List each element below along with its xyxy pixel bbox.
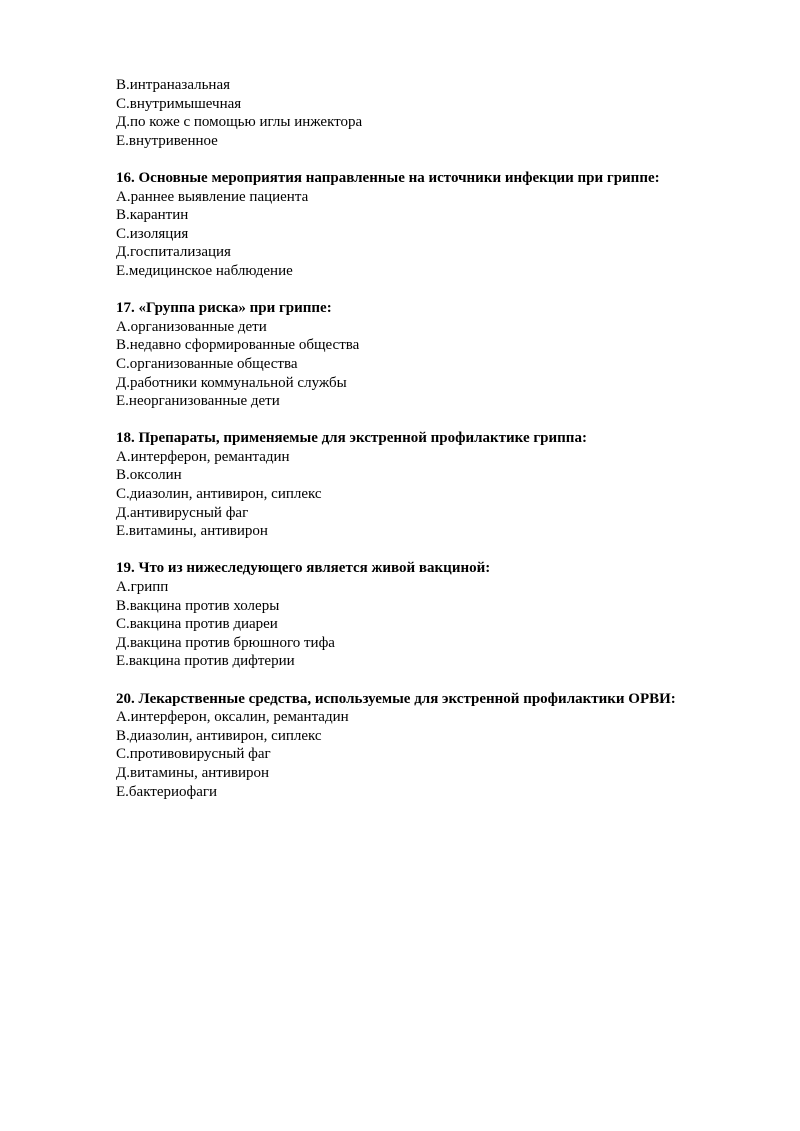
option-line: Д.антивирусный фаг bbox=[116, 504, 249, 521]
spacer bbox=[116, 671, 756, 690]
option-line: E.медицинское наблюдение bbox=[116, 262, 293, 279]
question-18 bbox=[116, 429, 756, 541]
option-line: E.внутривенное bbox=[116, 132, 218, 149]
option-line: Д.по коже с помощью иглы инжектора bbox=[116, 114, 363, 131]
option-line: Д.вакцина против брюшного тифа bbox=[116, 634, 335, 651]
spacer bbox=[116, 150, 756, 169]
question-title: 18. Препараты, применяемые для экстренной профилактике гриппа: bbox=[116, 430, 587, 447]
question-20 bbox=[116, 690, 756, 802]
question-title: 16. Основные мероприятия направленные на источники инфекции при гриппе: bbox=[116, 169, 660, 186]
option-line: C.изоляция bbox=[116, 225, 189, 242]
option-line: E.вакцина против дифтерии bbox=[116, 653, 295, 670]
option-line: E.витамины, антивирон bbox=[116, 523, 268, 540]
option-line: B.интраназальная bbox=[116, 77, 231, 93]
spacer bbox=[116, 281, 756, 300]
option-line: E.бактериофаги bbox=[116, 783, 218, 800]
option-line: E.неорганизованные дети bbox=[116, 393, 280, 410]
option-line: B.вакцина против холеры bbox=[116, 597, 280, 614]
option-line: A.организованные дети bbox=[116, 318, 267, 335]
option-line: C.организованные общества bbox=[116, 355, 298, 372]
option-line: B.недавно сформированные общества bbox=[116, 337, 360, 354]
continued-options bbox=[116, 76, 756, 150]
option-line: C.противовирусный фаг bbox=[116, 746, 271, 763]
option-line: B.карантин bbox=[116, 207, 189, 224]
option-line: Д.витамины, антивирон bbox=[116, 764, 270, 781]
question-16 bbox=[116, 169, 756, 281]
option-line: A.интерферон, ремантадин bbox=[116, 448, 290, 465]
question-17 bbox=[116, 299, 756, 411]
question-title: 19. Что из нижеследующего является живой вакциной: bbox=[116, 560, 491, 577]
option-line: A.интерферон, оксалин, ремантадин bbox=[116, 709, 349, 726]
option-line: Д.госпитализация bbox=[116, 244, 231, 261]
question-19 bbox=[116, 559, 756, 671]
option-line: B.диазолин, антивирон, сиплекс bbox=[116, 727, 322, 744]
option-line: A.грипп bbox=[116, 579, 169, 596]
option-line: A.раннее выявление пациента bbox=[116, 188, 309, 205]
question-title: 17. «Группа риска» при гриппе: bbox=[116, 300, 332, 317]
option-line: C.диазолин, антивирон, сиплекс bbox=[116, 486, 322, 503]
option-line: B.оксолин bbox=[116, 467, 182, 484]
spacer bbox=[116, 411, 756, 430]
option-line: C.вакцина против диареи bbox=[116, 616, 278, 633]
option-line: C.внутримышечная bbox=[116, 95, 242, 112]
spacer bbox=[116, 541, 756, 560]
document-page bbox=[116, 76, 756, 801]
option-line: Д.работники коммунальной службы bbox=[116, 374, 347, 391]
question-title: 20. Лекарственные средства, используемые для экстренной профилактики ОРВИ: bbox=[116, 690, 676, 707]
